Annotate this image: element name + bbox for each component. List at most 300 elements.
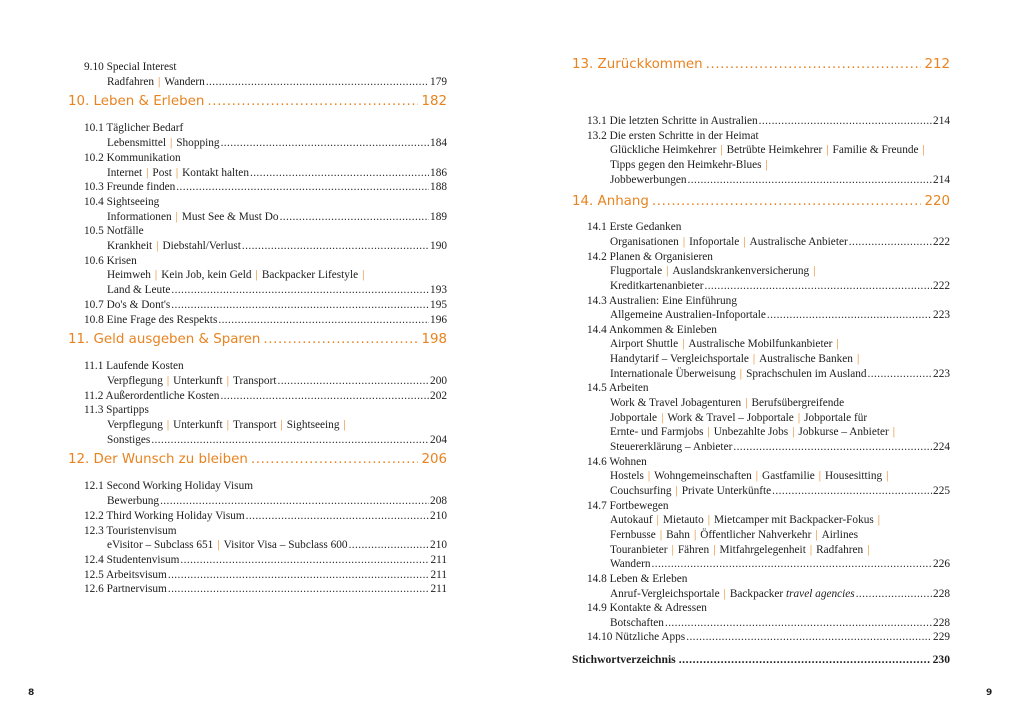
separator-bar: | (836, 338, 839, 351)
page-ref: 212 (924, 57, 950, 72)
entry-part: Shopping (176, 137, 220, 150)
entry-text (107, 210, 279, 224)
entry-part: Hostels (610, 470, 644, 483)
separator-bar: | (682, 338, 685, 351)
leader-dots (151, 433, 429, 447)
entry-text (610, 587, 855, 601)
entry-text (84, 254, 137, 268)
entry-text (107, 268, 368, 282)
leader-dots (772, 484, 932, 498)
entry-text (610, 528, 858, 542)
entry-part: Anruf-Vergleichsportale (610, 587, 720, 600)
separator-bar: | (813, 265, 816, 278)
separator-bar: | (922, 144, 925, 157)
entry-part: 10.3 Freunde finden (84, 181, 176, 194)
entry-part: Ernte- und Farmjobs (610, 426, 704, 439)
page-ref: 204 (430, 433, 447, 446)
entry-part: Housesitting (825, 470, 883, 483)
toc-section (587, 381, 950, 395)
separator-bar: | (226, 419, 229, 431)
separator-bar: | (682, 235, 686, 248)
page-ref: 214 (933, 173, 950, 186)
toc-subentry (610, 308, 950, 322)
leader-dots (242, 239, 429, 253)
entry-text (107, 374, 276, 388)
toc-subentry (107, 136, 447, 150)
entry-text (587, 381, 649, 395)
chapter-title: 10. Leben & Erleben (68, 94, 205, 110)
entry-part: eVisitor – Subclass 651 (107, 539, 214, 552)
entry-text (84, 389, 219, 403)
toc-section (84, 121, 447, 135)
entry-part: Internet (107, 166, 143, 179)
separator-bar: | (693, 528, 697, 541)
entry-part: Visitor Visa – Subclass 600 (223, 539, 348, 552)
page-ref: 229 (933, 631, 950, 644)
page-ref: 208 (430, 495, 447, 508)
entry-part: Airlines (821, 528, 859, 541)
entry-text (107, 239, 241, 253)
separator-bar: | (745, 397, 748, 410)
entry-part: 14.8 Leben & Erleben (587, 572, 688, 585)
entry-part: Transport (232, 374, 277, 387)
separator-bar: | (826, 144, 829, 157)
chapter-title: Stichwortverzeichnis (572, 653, 676, 667)
entry-part: 13.1 Die letzten Schritte in Australien (587, 115, 758, 127)
chapter-title: 11. Geld ausgeben & Sparen (68, 332, 261, 348)
entry-part: Australische Anbieter (749, 235, 848, 248)
leader-dots (688, 173, 933, 187)
entry-text (610, 557, 651, 571)
separator-bar: | (146, 166, 149, 179)
entry-text (84, 180, 175, 194)
entry-text (587, 630, 685, 644)
entry-part: 14.3 Australien: Eine Einführung (587, 294, 737, 307)
separator-bar: | (713, 543, 716, 556)
page-ref: 226 (933, 558, 950, 571)
leader-dots (206, 75, 429, 89)
separator-bar: | (166, 374, 170, 387)
separator-bar: | (755, 470, 759, 483)
toc-subentry (610, 173, 950, 187)
page-ref: 206 (421, 452, 447, 468)
leader-dots (207, 93, 418, 111)
entry-text (587, 114, 758, 128)
page-ref: 222 (933, 235, 950, 248)
entry-part: Informationen (107, 210, 172, 223)
leader-dots (704, 279, 932, 293)
toc-subentry (610, 557, 950, 571)
entry-part: Sonstiges (107, 433, 151, 446)
chapter-title: 14. Anhang (572, 194, 649, 210)
separator-bar: | (720, 144, 723, 157)
separator-bar: | (856, 353, 860, 366)
entry-text (610, 367, 867, 381)
leader-dots (246, 509, 429, 523)
entry-text (587, 323, 717, 337)
toc-subentry (107, 433, 447, 447)
leader-dots (868, 367, 933, 381)
toc-section (84, 313, 447, 327)
entry-part: Internationale Überweisung (610, 367, 736, 380)
entry-part: Work & Travel Jobagenturen (610, 397, 742, 410)
entry-text (587, 129, 759, 143)
leader-dots (652, 557, 933, 571)
entry-text (610, 484, 771, 498)
entry-text (84, 121, 183, 135)
entry-text (610, 425, 899, 439)
entry-part: Jobkurse – Anbieter (798, 426, 889, 439)
separator-bar: | (743, 235, 746, 248)
chapter-title: 12. Der Wunsch zu bleiben (68, 452, 248, 468)
entry-part: Lebensmittel (107, 137, 166, 150)
toc-subentry (610, 425, 950, 439)
entry-part: 14.1 Erste Gedanken (587, 221, 682, 234)
entry-part: Gastfamilie (762, 470, 815, 483)
entry-part: Wandern (164, 75, 205, 88)
toc-section (84, 359, 447, 373)
leader-dots (263, 331, 418, 349)
leader-dots (221, 136, 429, 150)
leader-dots (176, 180, 429, 194)
separator-bar: | (154, 269, 158, 282)
toc-section (84, 389, 447, 403)
separator-bar: | (739, 367, 743, 380)
entry-part: Touranbieter (610, 543, 668, 556)
toc-section (587, 250, 950, 264)
separator-bar: | (255, 269, 258, 282)
entry-part: 12.3 Touristenvisum (84, 524, 177, 537)
separator-bar: | (886, 470, 889, 483)
entry-text (610, 337, 843, 351)
toc-subentry (107, 538, 447, 552)
entry-text (107, 494, 159, 508)
left-page-number: 8 (28, 688, 35, 698)
entry-text (587, 294, 737, 308)
page-ref: 200 (430, 374, 447, 387)
entry-part: Familie & Freunde (832, 144, 919, 157)
entry-text (107, 538, 348, 552)
toc-section (84, 509, 447, 523)
entry-part: 10.7 Do's & Dont's (84, 298, 171, 311)
leader-dots (250, 166, 429, 180)
page-ref: 220 (924, 194, 950, 210)
separator-bar: | (226, 374, 229, 387)
page-ref: 211 (430, 553, 447, 566)
entry-text (84, 582, 167, 596)
entry-text (610, 158, 772, 172)
entry-part: Handytarif – Vergleichsportale (610, 353, 749, 366)
leader-dots (652, 193, 922, 211)
page-ref: 195 (430, 298, 447, 311)
leader-dots (686, 630, 932, 644)
entry-text (610, 173, 687, 187)
toc-subentry (610, 440, 950, 454)
entry-part: Radfahren (816, 543, 864, 556)
leader-dots (160, 494, 429, 508)
toc-subentry (610, 616, 950, 630)
entry-part: 10.1 Täglicher Bedarf (84, 122, 184, 135)
entry-part: Sightseeing (286, 419, 340, 431)
toc-subentry (610, 279, 950, 293)
entry-text (587, 220, 681, 234)
separator-bar: | (723, 587, 726, 600)
leader-dots (180, 553, 429, 567)
toc-section (587, 630, 950, 644)
toc-section (84, 403, 447, 417)
entry-part: Australische Mobilfunkanbieter (688, 338, 833, 351)
entry-part: 14.9 Kontakte & Adressen (587, 602, 707, 615)
separator-bar: | (280, 419, 283, 431)
toc-subentry (610, 143, 950, 157)
entry-part: Betrübte Heimkehrer (726, 144, 823, 157)
entry-text (610, 264, 819, 278)
page-ref: 190 (430, 240, 447, 252)
entry-text (84, 298, 170, 312)
page-ref: 188 (430, 181, 447, 194)
entry-text (84, 224, 144, 238)
separator-bar: | (671, 543, 674, 556)
toc-subentry (107, 75, 447, 89)
toc-subentry (610, 587, 950, 601)
entry-part: Mietcamper mit Backpacker-Fokus (714, 514, 874, 527)
toc-subentry (610, 337, 950, 351)
separator-bar: | (175, 210, 178, 223)
toc-subentry (107, 166, 447, 180)
entry-text (84, 403, 149, 417)
leader-dots (280, 210, 429, 224)
page-ref: 184 (430, 137, 447, 150)
entry-part: Wohngemeinschaften (654, 470, 752, 483)
separator-bar: | (156, 240, 159, 252)
separator-bar: | (707, 426, 710, 439)
separator-bar: | (666, 265, 669, 278)
entry-part: Krankheit (107, 240, 153, 252)
entry-text (610, 396, 844, 410)
toc-section (587, 572, 950, 586)
leader-dots (733, 440, 932, 454)
entry-part: Berufsübergreifende (751, 397, 845, 410)
separator-bar: | (675, 484, 678, 497)
toc-subentry (610, 367, 950, 381)
toc-subentry (107, 210, 447, 224)
entry-part: Botschaften (610, 616, 664, 629)
toc-section (587, 323, 950, 337)
toc-subentry (107, 418, 447, 432)
leader-dots (679, 651, 930, 669)
entry-part: 14.6 Wohnen (587, 455, 647, 468)
page-ref: 228 (933, 587, 950, 600)
page-ref: 224 (933, 441, 950, 453)
toc-section (84, 524, 447, 538)
entry-part: Unterkunft (173, 374, 223, 387)
toc-section (587, 455, 950, 469)
entry-part: Fernbusse (610, 528, 656, 541)
separator-bar: | (877, 514, 881, 527)
toc-subentry (610, 352, 950, 366)
entry-part: 12.5 Arbeitsvisum (84, 568, 167, 581)
entry-part: Jobportale (610, 411, 658, 424)
toc-subentry (107, 283, 447, 297)
entry-part: 10.8 Eine Frage des Respekts (84, 313, 218, 326)
entry-part: 11.3 Spartipps (84, 404, 149, 417)
entry-part: Flugportale (610, 265, 663, 278)
entry-text (107, 166, 249, 180)
toc-subentry (610, 484, 950, 498)
page-ref: 186 (430, 166, 447, 179)
toc-section (84, 151, 447, 165)
page-ref: 179 (430, 75, 447, 88)
entry-part: 14.4 Ankommen & Einleben (587, 323, 717, 336)
separator-bar: | (661, 411, 664, 424)
entry-part: Jobportale für (804, 411, 868, 424)
entry-text (84, 195, 159, 209)
toc-subentry (610, 396, 950, 410)
entry-text (610, 279, 703, 293)
entry-text (84, 553, 179, 567)
entry-part: Infoportale (689, 235, 740, 248)
entry-part: Wandern (610, 558, 651, 571)
toc-subentry (610, 469, 950, 483)
entry-text (610, 513, 884, 527)
entry-text (84, 509, 245, 523)
entry-part: Diebstahl/Verlust (162, 240, 241, 252)
toc-subentry (610, 528, 950, 542)
entry-text (610, 411, 867, 425)
entry-text (610, 469, 892, 483)
entry-text (610, 308, 766, 322)
page-ref: 225 (933, 484, 950, 497)
separator-bar: | (809, 543, 813, 556)
page-ref: 214 (933, 115, 950, 127)
page-ref: 189 (430, 210, 447, 223)
entry-text (107, 433, 150, 447)
entry-part: Glückliche Heimkehrer (610, 144, 717, 157)
separator-bar: | (166, 419, 170, 431)
leader-dots (759, 114, 932, 128)
toc-section (84, 224, 447, 238)
entry-text (610, 543, 873, 557)
entry-part: Mietauto (662, 514, 704, 527)
entry-text (610, 235, 848, 249)
page-ref: 223 (933, 367, 950, 380)
toc-subentry (610, 513, 950, 527)
entry-part: 11.1 Laufende Kosten (84, 360, 184, 373)
leader-dots (665, 616, 932, 630)
separator-bar: | (792, 426, 795, 439)
entry-part: 12.6 Partnervisum (84, 583, 167, 596)
separator-bar: | (169, 137, 173, 150)
entry-part: Verpflegung (107, 374, 163, 387)
separator-bar: | (656, 514, 659, 527)
page-ref: 228 (933, 616, 950, 629)
toc-section (84, 582, 447, 596)
toc-subentry (107, 268, 447, 282)
entry-part: Jobbewerbungen (610, 173, 687, 186)
leader-dots (767, 308, 932, 322)
chapter-heading (68, 451, 447, 469)
page-ref: 182 (421, 94, 447, 110)
chapter-title: 13. Zurückkommen (572, 57, 703, 72)
chapter-heading (572, 56, 950, 74)
entry-part: Bewerbung (107, 495, 160, 508)
entry-part: Verpflegung (107, 419, 163, 431)
page-ref: 223 (933, 309, 950, 322)
separator-bar: | (659, 528, 663, 541)
entry-part: Transport (232, 419, 277, 431)
entry-text (587, 250, 713, 264)
entry-text (610, 143, 929, 157)
entry-part: 14.10 Nützliche Apps (587, 631, 686, 644)
separator-bar: | (647, 470, 651, 483)
separator-bar: | (362, 269, 365, 282)
entry-part: Kein Job, kein Geld (161, 269, 252, 282)
chapter-heading (68, 331, 447, 349)
entry-part: 10.6 Krisen (84, 254, 137, 267)
entry-part: 14.7 Fortbewegen (587, 499, 669, 512)
entry-part: 14.5 Arbeiten (587, 382, 649, 395)
entry-part: Öffentlicher Nahverkehr (700, 528, 812, 541)
leader-dots (171, 298, 429, 312)
separator-bar: | (818, 470, 821, 483)
page-ref: 222 (933, 279, 950, 292)
entry-part: Backpacker Lifestyle (261, 269, 359, 282)
toc-subentry (610, 235, 950, 249)
entry-text (84, 479, 253, 493)
entry-part: Sprachschulen im Ausland (746, 367, 867, 380)
page-ref: 198 (421, 332, 447, 348)
leader-dots (171, 283, 429, 297)
toc-section (84, 479, 447, 493)
toc-section (84, 298, 447, 312)
page-ref: 211 (430, 583, 447, 596)
entry-text (84, 151, 181, 165)
leader-dots (349, 538, 429, 552)
separator-bar: | (158, 75, 161, 88)
entry-part: 9.10 Special Interest (84, 61, 177, 73)
entry-part: Must See & Must Do (181, 210, 279, 223)
separator-bar: | (343, 419, 346, 431)
toc-subentry (107, 494, 447, 508)
entry-part: Tipps gegen den Heimkehr-Blues (610, 158, 762, 171)
entry-part: Auslandskrankenversicherung (672, 265, 810, 278)
entry-text (107, 136, 220, 150)
leader-dots (168, 582, 430, 596)
entry-part: Bahn (666, 528, 690, 541)
entry-part: Post (152, 166, 172, 179)
toc-subentry (107, 374, 447, 388)
entry-part: 13.2 Die ersten Schritte in der Heimat (587, 129, 759, 142)
chapter-heading (572, 193, 950, 211)
entry-part: Organisationen (610, 235, 679, 248)
entry-text (610, 440, 732, 454)
separator-bar: | (867, 543, 870, 556)
entry-part: Fähren (677, 543, 710, 556)
separator-bar: | (892, 426, 896, 439)
leader-dots (849, 235, 932, 249)
index-heading (572, 651, 950, 669)
entry-text (107, 418, 350, 432)
entry-part: 12.1 Second Working Holiday Visum (84, 480, 254, 493)
chapter-heading (68, 93, 447, 111)
toc-section (84, 195, 447, 209)
right-page (510, 0, 1020, 724)
entry-part: Kontakt halten (182, 166, 249, 179)
entry-text (587, 601, 707, 615)
separator-bar: | (217, 539, 220, 552)
entry-part: Backpacker travel agencies (729, 587, 855, 600)
leader-dots (220, 389, 429, 403)
